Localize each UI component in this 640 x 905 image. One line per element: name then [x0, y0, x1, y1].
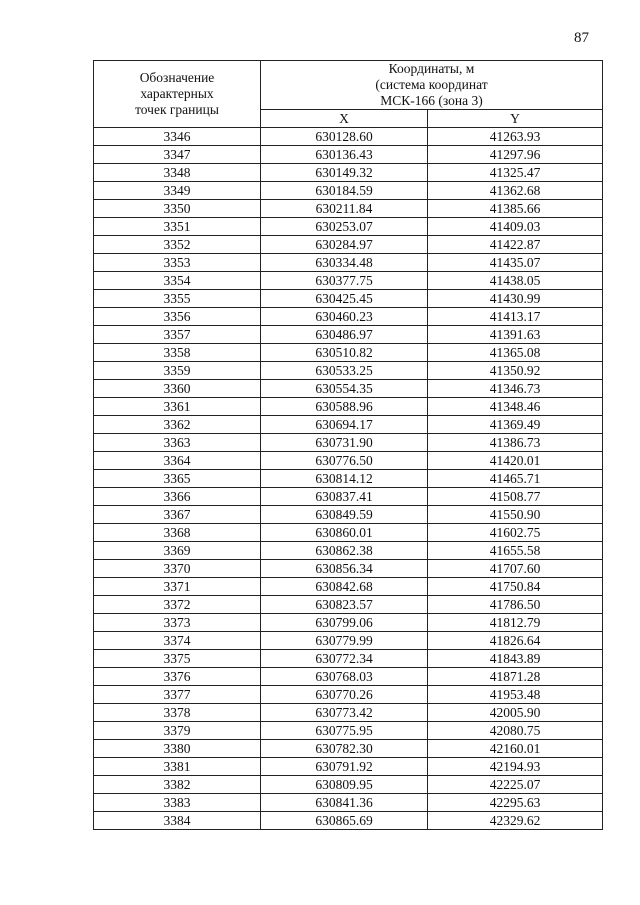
y-coordinate-cell: 42080.75: [428, 722, 603, 740]
point-id-cell: 3374: [94, 632, 261, 650]
x-coordinate-cell: 630588.96: [261, 398, 428, 416]
x-coordinate-cell: 630799.06: [261, 614, 428, 632]
table-row: [94, 272, 603, 290]
y-coordinate-cell: 42329.62: [428, 812, 603, 830]
table-row: [94, 164, 603, 182]
point-id-cell: 3346: [94, 128, 261, 146]
header-coordinates: [261, 61, 603, 110]
y-coordinate-cell: 41602.75: [428, 524, 603, 542]
table-row: [94, 452, 603, 470]
x-coordinate-cell: 630731.90: [261, 434, 428, 452]
x-coordinate-cell: 630841.36: [261, 794, 428, 812]
x-coordinate-cell: 630823.57: [261, 596, 428, 614]
header-y: Y: [428, 110, 603, 128]
point-id-cell: 3383: [94, 794, 261, 812]
point-id-cell: 3366: [94, 488, 261, 506]
x-coordinate-cell: 630136.43: [261, 146, 428, 164]
y-coordinate-cell: 42225.07: [428, 776, 603, 794]
table-row: [94, 308, 603, 326]
x-coordinate-cell: 630184.59: [261, 182, 428, 200]
x-coordinate-cell: 630533.25: [261, 362, 428, 380]
y-coordinate-cell: 41263.93: [428, 128, 603, 146]
table-row: [94, 686, 603, 704]
table-row: [94, 632, 603, 650]
point-id-cell: 3364: [94, 452, 261, 470]
point-id-cell: 3353: [94, 254, 261, 272]
table-row: [94, 128, 603, 146]
x-coordinate-cell: 630776.50: [261, 452, 428, 470]
header-coordinates-line: МСК-166 (зона 3): [380, 93, 483, 108]
x-coordinate-cell: 630865.69: [261, 812, 428, 830]
y-coordinate-cell: 41826.64: [428, 632, 603, 650]
table-row: [94, 236, 603, 254]
y-coordinate-cell: 41386.73: [428, 434, 603, 452]
table-row: [94, 794, 603, 812]
y-coordinate-cell: 42160.01: [428, 740, 603, 758]
x-coordinate-cell: 630837.41: [261, 488, 428, 506]
point-id-cell: 3378: [94, 704, 261, 722]
point-id-cell: 3376: [94, 668, 261, 686]
x-coordinate-cell: 630842.68: [261, 578, 428, 596]
y-coordinate-cell: 41812.79: [428, 614, 603, 632]
table-row: [94, 524, 603, 542]
table-row: [94, 290, 603, 308]
y-coordinate-cell: 41655.58: [428, 542, 603, 560]
y-coordinate-cell: 41953.48: [428, 686, 603, 704]
point-id-cell: 3347: [94, 146, 261, 164]
y-coordinate-cell: 41369.49: [428, 416, 603, 434]
x-coordinate-cell: 630211.84: [261, 200, 428, 218]
point-id-cell: 3384: [94, 812, 261, 830]
x-coordinate-cell: 630775.95: [261, 722, 428, 740]
table-row: [94, 578, 603, 596]
y-coordinate-cell: 41750.84: [428, 578, 603, 596]
x-coordinate-cell: 630554.35: [261, 380, 428, 398]
x-coordinate-cell: 630334.48: [261, 254, 428, 272]
point-id-cell: 3357: [94, 326, 261, 344]
y-coordinate-cell: 41465.71: [428, 470, 603, 488]
y-coordinate-cell: 41365.08: [428, 344, 603, 362]
table-row: [94, 182, 603, 200]
x-coordinate-cell: 630782.30: [261, 740, 428, 758]
y-coordinate-cell: 41350.92: [428, 362, 603, 380]
table-row: [94, 668, 603, 686]
y-coordinate-cell: 42005.90: [428, 704, 603, 722]
table-row: [94, 488, 603, 506]
y-coordinate-cell: 41409.03: [428, 218, 603, 236]
header-point-label: [94, 61, 261, 128]
table-row: [94, 434, 603, 452]
point-id-cell: 3358: [94, 344, 261, 362]
x-coordinate-cell: 630128.60: [261, 128, 428, 146]
y-coordinate-cell: 41346.73: [428, 380, 603, 398]
table-row: [94, 650, 603, 668]
table-row: [94, 722, 603, 740]
point-id-cell: 3360: [94, 380, 261, 398]
x-coordinate-cell: 630768.03: [261, 668, 428, 686]
y-coordinate-cell: 41871.28: [428, 668, 603, 686]
point-id-cell: 3351: [94, 218, 261, 236]
x-coordinate-cell: 630860.01: [261, 524, 428, 542]
x-coordinate-cell: 630460.23: [261, 308, 428, 326]
x-coordinate-cell: 630694.17: [261, 416, 428, 434]
page-number: 87: [574, 30, 589, 46]
y-coordinate-cell: 41438.05: [428, 272, 603, 290]
x-coordinate-cell: 630772.34: [261, 650, 428, 668]
table-row: [94, 614, 603, 632]
y-coordinate-cell: 41786.50: [428, 596, 603, 614]
x-coordinate-cell: 630773.42: [261, 704, 428, 722]
point-id-cell: 3362: [94, 416, 261, 434]
point-id-cell: 3368: [94, 524, 261, 542]
y-coordinate-cell: 41385.66: [428, 200, 603, 218]
x-coordinate-cell: 630377.75: [261, 272, 428, 290]
point-id-cell: 3352: [94, 236, 261, 254]
y-coordinate-cell: 41843.89: [428, 650, 603, 668]
x-coordinate-cell: 630253.07: [261, 218, 428, 236]
x-coordinate-cell: 630486.97: [261, 326, 428, 344]
point-id-cell: 3375: [94, 650, 261, 668]
table-row: [94, 758, 603, 776]
x-coordinate-cell: 630510.82: [261, 344, 428, 362]
table-row: [94, 218, 603, 236]
y-coordinate-cell: 41325.47: [428, 164, 603, 182]
x-coordinate-cell: 630814.12: [261, 470, 428, 488]
y-coordinate-cell: 41435.07: [428, 254, 603, 272]
point-id-cell: 3365: [94, 470, 261, 488]
y-coordinate-cell: 41508.77: [428, 488, 603, 506]
x-coordinate-cell: 630849.59: [261, 506, 428, 524]
header-point-label-line: характерных: [140, 86, 214, 101]
table-row: [94, 776, 603, 794]
point-id-cell: 3363: [94, 434, 261, 452]
y-coordinate-cell: 41422.87: [428, 236, 603, 254]
header-point-label-line: Обозначение: [139, 70, 215, 85]
y-coordinate-cell: 41420.01: [428, 452, 603, 470]
y-coordinate-cell: 41391.63: [428, 326, 603, 344]
table-row: [94, 398, 603, 416]
point-id-cell: 3356: [94, 308, 261, 326]
table-row: [94, 146, 603, 164]
y-coordinate-cell: 42194.93: [428, 758, 603, 776]
header-coordinates-line: Координаты, м: [388, 61, 475, 76]
y-coordinate-cell: 41362.68: [428, 182, 603, 200]
point-id-cell: 3361: [94, 398, 261, 416]
table-row: [94, 254, 603, 272]
x-coordinate-cell: 630779.99: [261, 632, 428, 650]
table-row: [94, 560, 603, 578]
x-coordinate-cell: 630862.38: [261, 542, 428, 560]
table-row: [94, 362, 603, 380]
point-id-cell: 3379: [94, 722, 261, 740]
x-coordinate-cell: 630809.95: [261, 776, 428, 794]
x-coordinate-cell: 630284.97: [261, 236, 428, 254]
table-row: [94, 344, 603, 362]
y-coordinate-cell: 41707.60: [428, 560, 603, 578]
table-row: [94, 704, 603, 722]
x-coordinate-cell: 630149.32: [261, 164, 428, 182]
y-coordinate-cell: 41550.90: [428, 506, 603, 524]
point-id-cell: 3372: [94, 596, 261, 614]
point-id-cell: 3359: [94, 362, 261, 380]
table-row: [94, 542, 603, 560]
point-id-cell: 3350: [94, 200, 261, 218]
x-coordinate-cell: 630856.34: [261, 560, 428, 578]
point-id-cell: 3354: [94, 272, 261, 290]
table-row: [94, 740, 603, 758]
point-id-cell: 3380: [94, 740, 261, 758]
point-id-cell: 3367: [94, 506, 261, 524]
point-id-cell: 3370: [94, 560, 261, 578]
y-coordinate-cell: 42295.63: [428, 794, 603, 812]
y-coordinate-cell: 41413.17: [428, 308, 603, 326]
table-row: [94, 596, 603, 614]
coordinates-table: [93, 60, 603, 830]
point-id-cell: 3349: [94, 182, 261, 200]
table-row: [94, 326, 603, 344]
y-coordinate-cell: 41430.99: [428, 290, 603, 308]
point-id-cell: 3369: [94, 542, 261, 560]
point-id-cell: 3348: [94, 164, 261, 182]
y-coordinate-cell: 41297.96: [428, 146, 603, 164]
x-coordinate-cell: 630770.26: [261, 686, 428, 704]
point-id-cell: 3382: [94, 776, 261, 794]
header-x: X: [261, 110, 428, 128]
point-id-cell: 3371: [94, 578, 261, 596]
table-row: [94, 506, 603, 524]
header-coordinates-line: (система координат: [375, 77, 488, 92]
y-coordinate-cell: 41348.46: [428, 398, 603, 416]
header-point-label-line: точек границы: [135, 102, 219, 117]
table-row: [94, 416, 603, 434]
point-id-cell: 3377: [94, 686, 261, 704]
x-coordinate-cell: 630425.45: [261, 290, 428, 308]
point-id-cell: 3373: [94, 614, 261, 632]
table-row: [94, 200, 603, 218]
point-id-cell: 3355: [94, 290, 261, 308]
point-id-cell: 3381: [94, 758, 261, 776]
x-coordinate-cell: 630791.92: [261, 758, 428, 776]
table-row: [94, 470, 603, 488]
table-row: [94, 812, 603, 830]
table-row: [94, 380, 603, 398]
